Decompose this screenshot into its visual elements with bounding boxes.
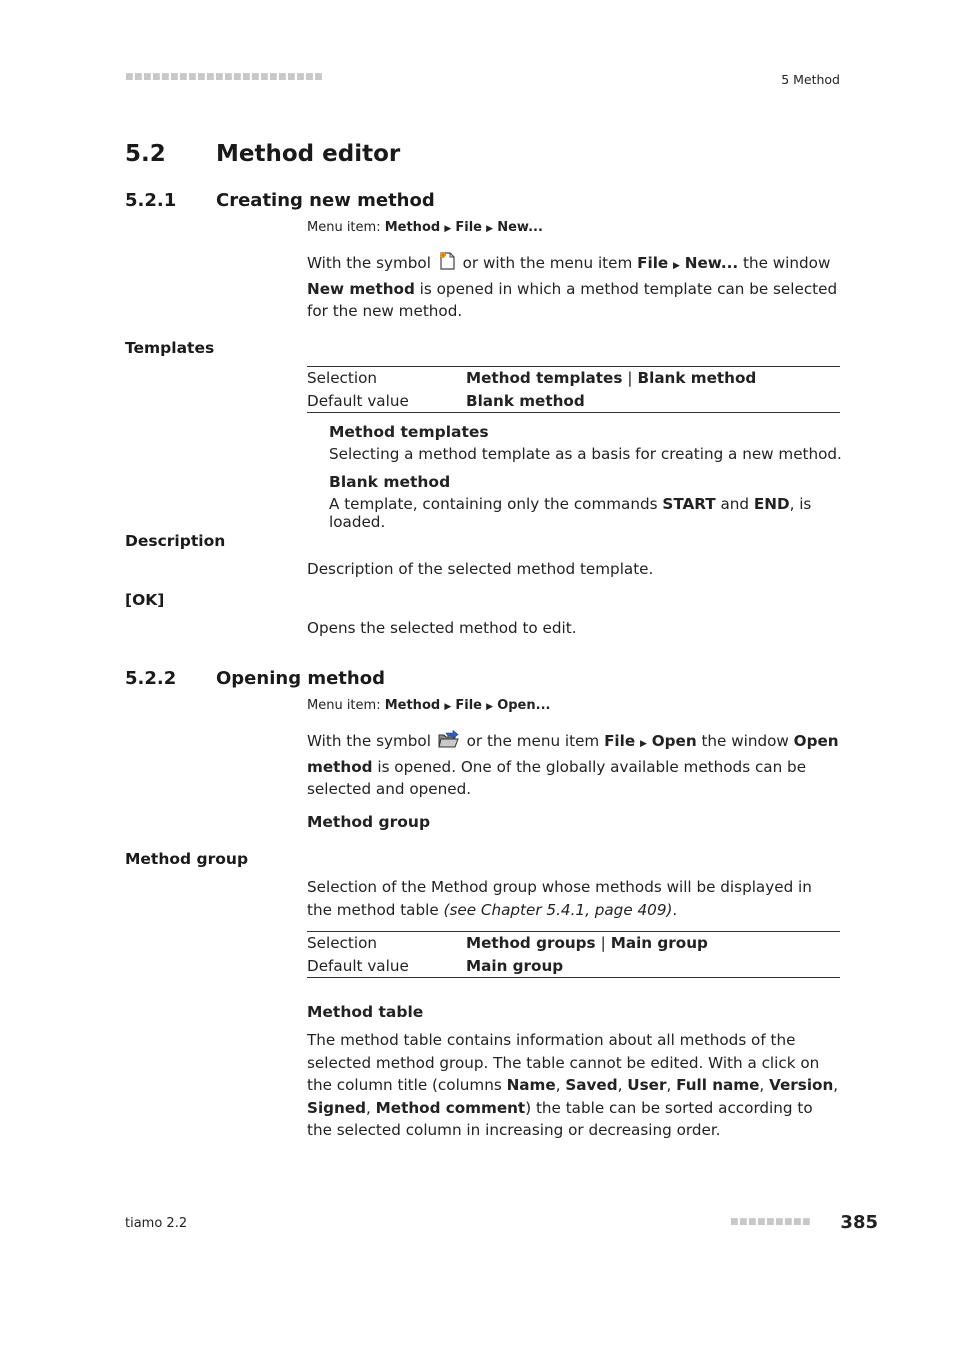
table-row: [307, 390, 840, 413]
table-separator: |: [600, 934, 606, 952]
parameter-table-method-group: [307, 931, 840, 978]
table-value: Blank method: [466, 391, 585, 410]
table-value: Method templates: [466, 369, 623, 387]
arrow-right-icon: ▶: [639, 739, 647, 749]
menu-path-method: Method: [384, 220, 441, 235]
subsection-heading-opening: [125, 668, 385, 689]
table-key-default: Default value: [307, 956, 409, 975]
chapter-reference-link[interactable]: (see Chapter 5.4.1, page 409): [443, 900, 673, 919]
running-header-chapter: 5 Method: [781, 72, 840, 87]
option-desc-method-templates: Selecting a method template as a basis for creating a new method.: [329, 445, 842, 463]
menu-path-prefix: Menu item:: [307, 698, 385, 713]
paragraph-new-method: With the symbol or with the menu item File ▶ New... the window New method is opened in which a method template can be selected for the new method.: [307, 254, 838, 320]
section-title: Method editor: [216, 141, 401, 167]
menu-path-prefix: Menu item:: [307, 220, 385, 235]
arrow-right-icon: ▶: [486, 702, 494, 712]
subsection-number: 5.2.2: [125, 668, 177, 689]
table-separator: |: [627, 369, 633, 387]
table-key-default: Default value: [307, 391, 409, 410]
footer-product: tiamo 2.2: [125, 1216, 188, 1231]
subsection-number: 5.2.1: [125, 190, 177, 211]
section-number: 5.2: [125, 141, 166, 167]
page-number: 385: [840, 1212, 878, 1233]
subsection-title: Creating new method: [216, 190, 435, 211]
description-text: Description of the selected method template.: [307, 560, 654, 578]
subsection-heading-creating: [125, 190, 435, 211]
table-row: [307, 955, 840, 978]
table-key-selection: Selection: [307, 934, 377, 952]
parameter-table-templates: [307, 366, 840, 413]
section-heading: [125, 141, 400, 167]
heading-method-table: Method table: [307, 1003, 424, 1021]
arrow-right-icon: ▶: [444, 224, 452, 234]
menu-path-new: [307, 220, 543, 235]
table-value: Main group: [466, 956, 564, 975]
footer-decoration: ■■■■■■■■■: [730, 1217, 812, 1227]
arrow-right-icon: ▶: [486, 224, 494, 234]
open-folder-icon: [438, 730, 460, 755]
table-value: Method groups: [466, 934, 596, 952]
label-ok: [OK]: [125, 591, 165, 609]
label-method-group: Method group: [125, 850, 249, 868]
new-document-icon: [438, 252, 456, 277]
method-group-text: Selection of the Method group whose methods will be displayed in the method table (see Chapter 5.4.1, page 409).: [307, 878, 812, 919]
table-value: Blank method: [637, 369, 757, 387]
table-key-selection: Selection: [307, 369, 377, 387]
label-description: Description: [125, 532, 226, 550]
label-templates: Templates: [125, 339, 215, 357]
paragraph-open-method: With the symbol or the menu item File ▶ Open the window Open method is opened. One of the globally available methods can be selected and opened.: [307, 732, 839, 798]
menu-path-new-item: New...: [497, 220, 543, 235]
heading-method-group: Method group: [307, 813, 431, 831]
menu-path-file: File: [455, 220, 482, 235]
table-row: [307, 932, 840, 955]
menu-path-open-item: Open...: [497, 698, 551, 713]
menu-path-open: [307, 698, 550, 713]
subsection-title: Opening method: [216, 668, 385, 689]
table-value: Main group: [610, 934, 708, 952]
table-row: [307, 367, 840, 390]
option-title-method-templates: Method templates: [329, 423, 489, 441]
method-table-text: The method table contains information about all methods of the selected method group. The table cannot be edited. With a click on the column title (columns Name, Saved, User, Full name, Version, Signed, Method comment) the table can be sorted according to the selected column in increasing or decreasing order.: [307, 1031, 839, 1139]
menu-path-method: Method: [384, 698, 441, 713]
header-decoration: ■■■■■■■■■■■■■■■■■■■■■■: [125, 72, 324, 82]
option-desc-blank-method: A template, containing only the commands START and END, is loaded.: [329, 495, 812, 531]
menu-path-file: File: [455, 698, 482, 713]
arrow-right-icon: ▶: [673, 261, 680, 271]
option-title-blank-method: Blank method: [329, 473, 451, 491]
ok-text: Opens the selected method to edit.: [307, 619, 577, 637]
arrow-right-icon: ▶: [444, 702, 452, 712]
